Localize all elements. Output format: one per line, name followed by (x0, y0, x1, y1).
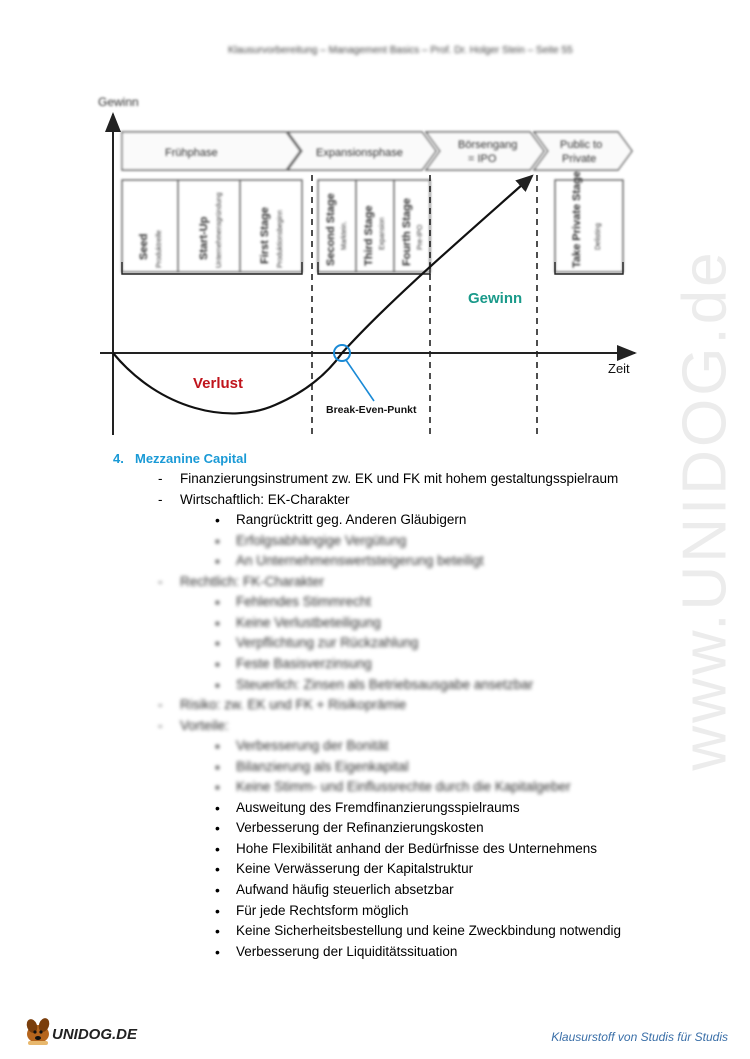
bullet-marker: • (215, 655, 220, 672)
list-item-text: An Unternehmenswertsteigerung beteiligt (236, 553, 484, 569)
stage-sub-6: Delisting (595, 223, 602, 250)
bullet-marker: • (215, 923, 220, 940)
list-item-text: Risiko: zw. EK und FK + Risikoprämie (180, 697, 407, 713)
sub-list-item (215, 799, 520, 816)
sub-list-item (215, 655, 372, 672)
financing-phases-diagram (90, 90, 650, 440)
list-item-text: Verbesserung der Refinanzierungskosten (236, 820, 484, 836)
stage-label-1: Start-Up (198, 216, 210, 260)
bullet-marker: • (215, 614, 220, 631)
stage-label-4: Third Stage (363, 205, 375, 266)
bullet-marker: • (215, 882, 220, 898)
stage-box-private (555, 180, 623, 272)
bullet-marker: • (215, 594, 220, 611)
list-item (158, 491, 350, 508)
breakeven-pointer (346, 360, 374, 401)
sub-list-item (215, 779, 571, 796)
bullet-marker: • (215, 799, 220, 816)
x-axis-label: Zeit (608, 361, 630, 376)
section-number: 4. (113, 451, 124, 466)
stage-label-0: Seed (138, 233, 150, 260)
bullet-marker: • (215, 902, 220, 919)
bullet-marker: • (215, 553, 220, 570)
list-item-text: Keine Verlustbeteiligung (236, 614, 381, 630)
bullet-marker: • (215, 943, 220, 960)
gain-label: Gewinn (468, 290, 523, 307)
dash-marker: - (158, 471, 163, 486)
watermark-text: www.UNIDOG.de (670, 249, 740, 771)
list-item-text: Keine Sicherheitsbestellung und keine Zweckbindung notwendig (236, 923, 622, 939)
phase-label-4: Public to (560, 139, 603, 151)
list-item (158, 471, 619, 487)
dash-marker: - (158, 697, 163, 713)
watermark (660, 249, 750, 771)
bullet-marker: • (215, 758, 220, 775)
phase-label-2: Börsengang (458, 139, 518, 151)
bullet-marker: • (215, 532, 220, 549)
sub-list-item (215, 594, 372, 611)
bullet-marker: • (215, 676, 220, 693)
list-item-text: Hohe Flexibilität anhand der Bedürfnisse des Unternehmens (236, 840, 597, 856)
dash-marker: - (158, 717, 163, 733)
dash-marker: - (158, 491, 163, 507)
list-item-text: Keine Stimm- und Einflussrechte durch die Kapitalgeber (236, 779, 571, 795)
list-item-text: Wirtschaftlich: EK-Charakter (180, 491, 350, 507)
loss-label: Verlust (193, 375, 244, 392)
bullet-marker: • (215, 840, 220, 857)
stage-sub-1: Unternehmensgründung (216, 192, 223, 268)
list-item-text: Keine Verwässerung der Kapitalstruktur (236, 861, 474, 877)
sub-list-item (215, 614, 381, 631)
list-item-text: Rangrücktritt geg. Anderen Gläubigern (236, 512, 467, 528)
stage-sub-5: Pre-IPO (417, 224, 424, 250)
list-item-text: Erfolgsabhängige Vergütung (236, 532, 407, 548)
page-header: Klausurvorbereitung – Management Basics – Prof. Dr. Holger Stein – Seite 55 (228, 45, 573, 56)
list-item-text: Steuerlich: Zinsen als Betriebsausgabe ansetzbar (236, 676, 534, 692)
sub-list-item (215, 758, 409, 775)
dash-marker: - (158, 573, 163, 589)
dog-icon (25, 1017, 51, 1045)
list-item-text: Verbesserung der Bonität (236, 738, 389, 754)
sub-list-item (215, 923, 622, 940)
list-item-text: Fehlendes Stimmrecht (236, 594, 372, 610)
sub-list-item (215, 820, 484, 837)
section-title: Mezzanine Capital (135, 451, 247, 466)
sub-list-item (215, 943, 458, 960)
sub-list-item (215, 840, 597, 857)
sub-list-item (215, 635, 419, 652)
list-item-text: Aufwand häufig steuerlich absetzbar (236, 882, 454, 897)
logo-text: UNIDOG.DE (52, 1026, 138, 1043)
bullet-marker: • (215, 635, 220, 652)
list-item-text: Ausweitung des Fremdfinanzierungsspielraums (236, 799, 520, 815)
bullet-marker: • (215, 738, 220, 755)
bullet-marker: • (215, 861, 220, 878)
bullet-marker: • (215, 779, 220, 796)
list-item-text: Verbesserung der Liquiditätssituation (236, 943, 458, 959)
stage-sub-4: Expansion (379, 217, 386, 250)
section-heading (113, 451, 247, 466)
stage-label-3: Second Stage (325, 193, 337, 266)
sub-list-item (215, 676, 534, 693)
list-item-text: Rechtlich: FK-Charakter (180, 573, 325, 589)
sub-list-item (215, 532, 407, 549)
list-item-text: Für jede Rechtsform möglich (236, 902, 409, 918)
list-item (158, 717, 229, 734)
stage-label-5: Fourth Stage (401, 198, 413, 266)
stage-label-6: Take Private Stage (571, 170, 583, 268)
breakeven-label: Break-Even-Punkt (326, 404, 417, 416)
list-item (158, 573, 325, 590)
phase-label-3: = IPO (468, 153, 497, 165)
phase-label-5: Private (562, 153, 597, 165)
sub-list-item (215, 882, 454, 898)
stage-label-2: First Stage (259, 207, 271, 264)
sub-list-item (215, 512, 467, 529)
bullet-marker: • (215, 820, 220, 837)
sub-list-item (215, 902, 409, 919)
unidog-logo (22, 1010, 162, 1048)
list-item-text: Vorteile: (180, 717, 229, 733)
sub-list-item (215, 861, 474, 878)
list-item-text: Bilanzierung als Eigenkapital (236, 758, 409, 774)
list-item (158, 697, 407, 713)
y-axis-label: Gewinn (98, 95, 139, 109)
sub-list-item (215, 553, 484, 570)
sub-list-item (215, 738, 389, 755)
stage-sub-2: Produktionsbeginn (277, 210, 284, 268)
stage-sub-0: Produktreife (156, 230, 163, 268)
stage-sub-3: Marktein. (341, 221, 348, 250)
list-item-text: Finanzierungsinstrument zw. EK und FK mit hohem gestaltungsspielraum (180, 471, 619, 486)
footer-tagline: Klausurstoff von Studis für Studis (551, 1030, 728, 1044)
phase-label-0: Frühphase (165, 147, 218, 159)
phase-label-1: Expansionsphase (316, 147, 403, 159)
list-item-text: Verpflichtung zur Rückzahlung (236, 635, 419, 651)
list-item-text: Feste Basisverzinsung (236, 655, 372, 671)
bullet-marker: • (215, 512, 220, 529)
